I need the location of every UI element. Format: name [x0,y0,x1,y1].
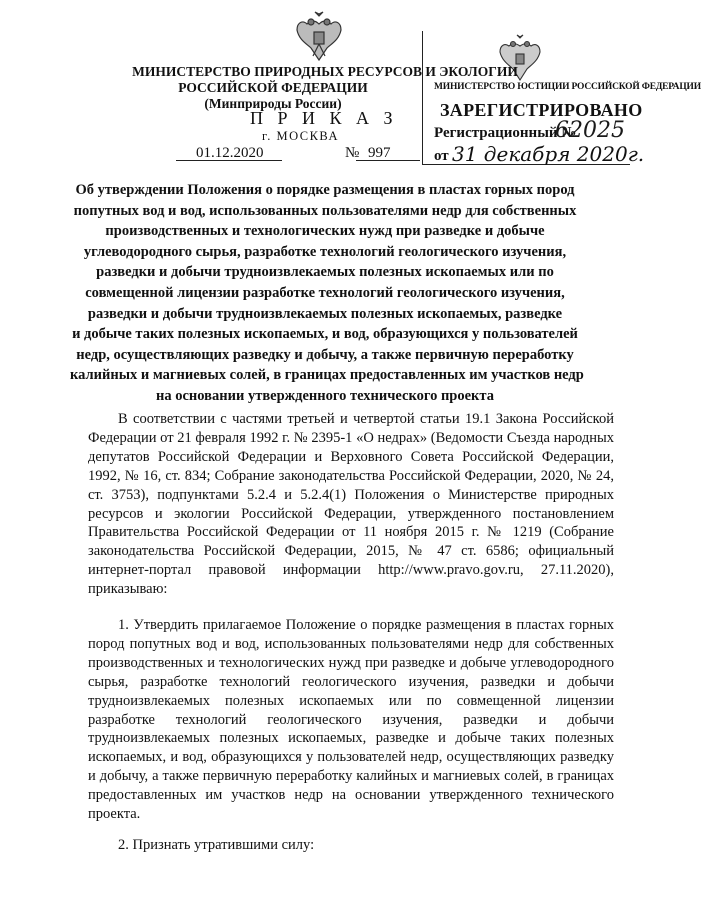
item-1-line: трудноизвлекаемых полезных ископаемых или по совмещенной лицензии [88,692,614,709]
stamp-date-handwritten: 31 декабря 2020г. [452,142,645,166]
title-line: калийных и магниевых солей, в границах предоставленных им участков недр [70,367,584,384]
title-line: недр, осуществляющих разведку и добычу, а также первичную переработку [76,346,574,363]
preamble-line: В соответствии с частями третьей и четвертой статьи 19.1 Закона Российской [118,411,614,427]
stamp-reg-label: Регистрационный № [434,125,577,141]
title-line: и добыче таких полезных ископаемых, и вод, образующихся у пользователей [72,326,578,343]
date-underline [176,160,282,161]
document-title [70,180,584,407]
preamble-line: ресурсов и экологии Российской Федерации, утвержденного постановлением [88,505,614,522]
item-1-line: разработке технологий геологического изучения, разведки и добычи [88,711,614,728]
number-underline [356,160,420,161]
stamp-ministry: МИНИСТЕРСТВО ЮСТИЦИИ РОССИЙСКОЙ ФЕДЕРАЦИИ [434,82,701,92]
preamble-line: депутатов Российской Федерации и Верховного Совета Российской Федерации, [88,448,614,465]
title-line: углеводородного сырья, разработке технологий геологического изучения, [83,243,567,260]
item-1-line: пород попутных вод и вод, использованных пользователями недр для собственных [88,635,614,652]
stamp-date-label: от [434,148,449,164]
order-number: 997 [368,145,391,161]
item-2-line: 2. Признать утратившими силу: [118,837,315,853]
item-2-paragraph [88,836,614,855]
item-1-line: и добычу, а также первичную переработку калийных и магниевых солей, в границах [88,768,614,785]
stamp-reg-number: 62025 [555,118,625,143]
item-1-line: сырья, разработке технологий геологического изучения, разведки и добычи [88,673,614,690]
preamble-line: интернет-портал правовой информации http://www.pravo.gov.ru, 27.11.2020), [88,562,614,579]
preamble-line: Правительства Российской Федерации от 11 ноября 2015 г. № 1219 (Собрание [88,524,614,541]
preamble-line: законодательства Российской Федерации, 2015, № 47 ст. 6586; официальный [88,543,614,560]
doc-type-title: П Р И К А З [250,108,398,128]
title-line: разведки и добычи трудноизвлекаемых полезных ископаемых или по [96,264,554,281]
item-1-line: предоставленных им участков недр на основании утвержденного технического [88,787,614,804]
item-1-line: проекта. [88,806,141,823]
title-line: производственных и технологических нужд при разведке и добыче [105,223,545,240]
order-date: 01.12.2020 [196,145,264,161]
preamble-line: 1992, № 16, ст. 834; Собрание законодательства Российской Федерации, 2020, № 24, [88,467,614,484]
preamble-line: приказываю: [88,581,168,598]
preamble-paragraph [88,410,614,599]
item-1-line: трудноизвлекаемых полезных ископаемых, разведке и добыче таких полезных [88,730,614,747]
preamble-line: ст. 3753), подпунктами 5.2.4 и 5.2.4(1) Положения о Министерстве природных [88,486,614,503]
coat-of-arms-emblem [293,10,345,64]
item-1-line: ископаемых, и вод, образующихся у пользователей недр, осуществляющих разведку [88,749,614,766]
ministry-name-line2: РОССИЙСКОЙ ФЕДЕРАЦИИ [178,80,368,95]
item-1-line: 1. Утвердить прилагаемое Положение о порядке размещения в пластах горных [118,617,614,633]
city: г. МОСКВА [262,129,340,143]
title-line: попутных вод и вод, использованных пользователями недр для собственных [73,202,577,219]
order-number-label: № [345,145,360,161]
title-line: на основании утвержденного технического проекта [156,387,494,404]
stamp-status: ЗАРЕГИСТРИРОВАНО [440,100,643,120]
title-line: совмещенной лицензии разработке технологий геологического изучения, [85,284,565,301]
ministry-short-name: (Минприроды России) [204,96,342,111]
title-line: разведки и добычи трудноизвлекаемых полезных ископаемых, разведке [87,305,563,322]
ministry-name: МИНИСТЕРСТВО ПРИРОДНЫХ РЕСУРСОВ И ЭКОЛОГИИ [132,64,518,79]
title-line: Об утверждении Положения о порядке размещения в пластах горных пород [75,182,575,198]
preamble-line: Федерации от 21 февраля 1992 г. № 2395-1 «О недрах» (Ведомости Съезда народных [88,429,614,446]
item-1-line: производственных и технологических нужд при разведке и добыче углеводородного [88,654,614,671]
item-1-paragraph [88,616,614,824]
